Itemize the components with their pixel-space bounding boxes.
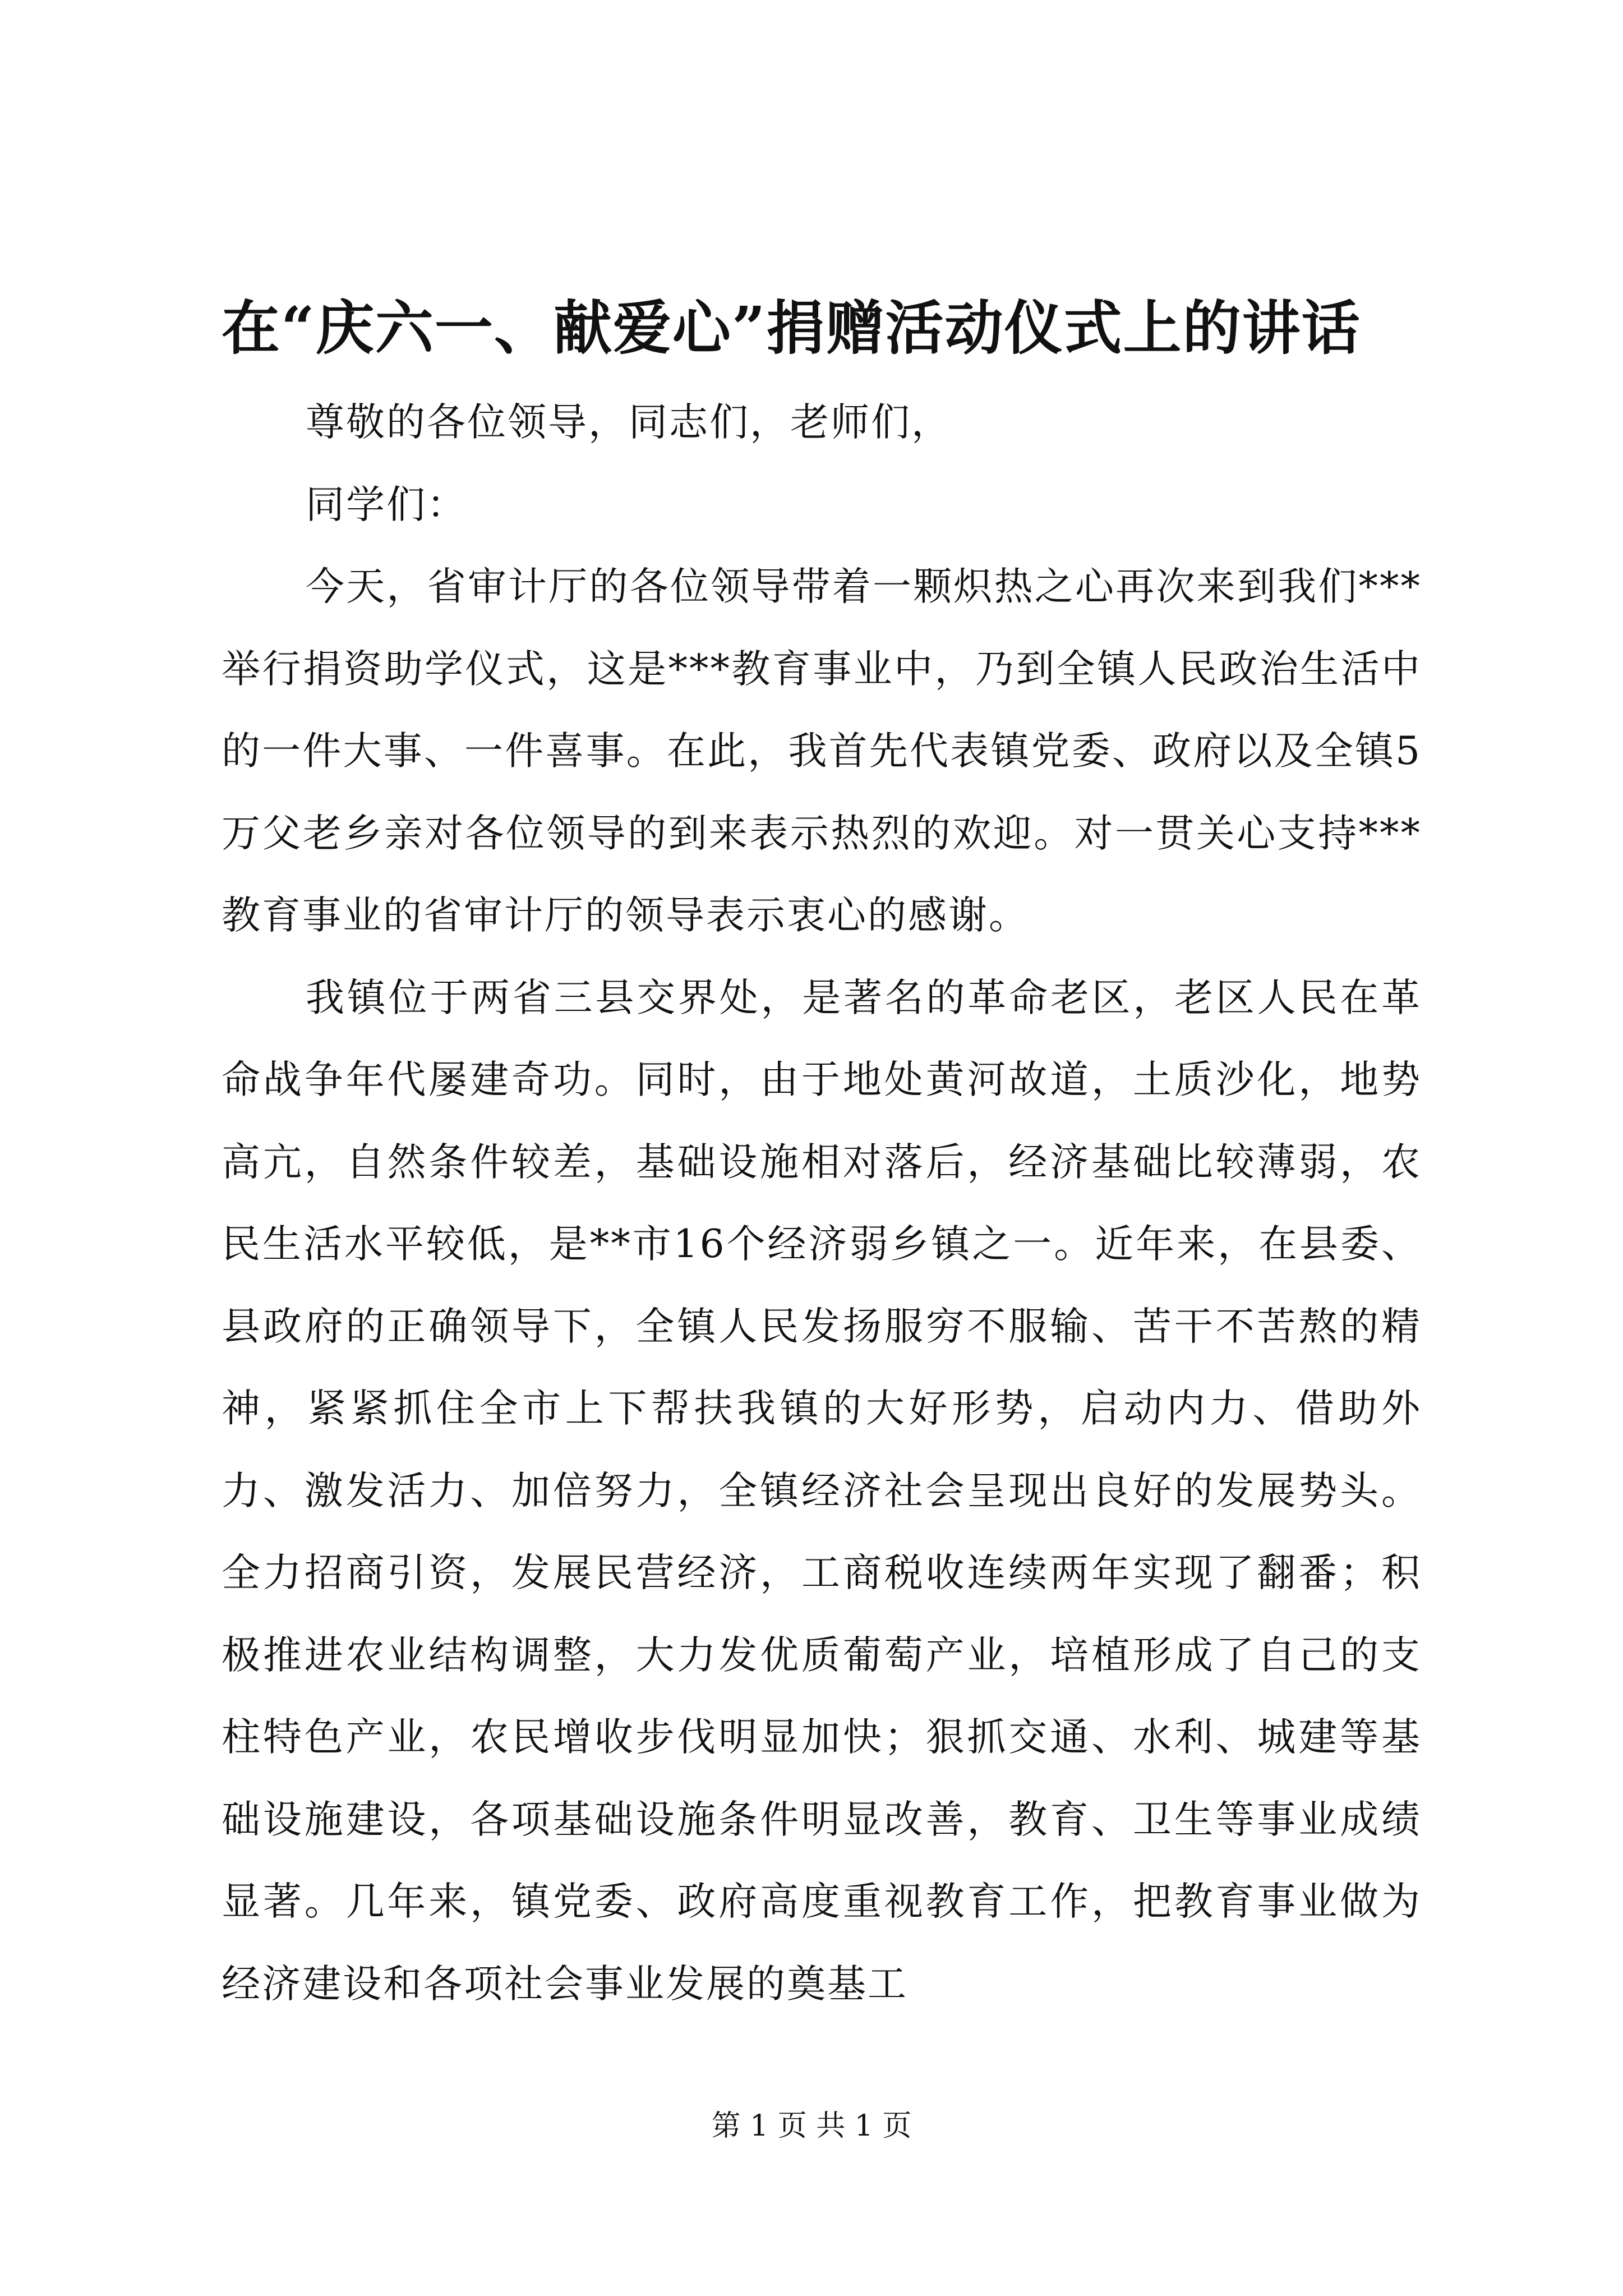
greeting-line: 同学们： [306, 482, 467, 527]
body-paragraph: 我镇位于两省三县交界处，是著名的革命老区，老区人民在革命战争年代屡建奇功。同时，由于地处黄河故道，土质沙化，地势高亢，自然条件较差，基础设施相对落后，经济基础比较薄弱，农民生活水平较低，是**市16个经济弱乡镇之一。近年来，在县委、县政府的正确领导下，全镇人民发扬服穷不服输、苦干不苦熬的精神，紧紧抓住全市上下帮扶我镇的大好形势，启动内力、借助外力、激发活力、加倍努力，全镇经济社会呈现出良好的发展势头。全力招商引资，发展民营经济，工商税收连续两年实现了翻番；积极推进农业结构调整，大力发优质葡萄产业，培植形成了自己的支柱特色产业，农民增收步伐明显加快；狠抓交通、水利、城建等基础设施建设，各项基础设施条件明显改善，教育、卫生等事业成绩显著。几年来，镇党委、政府高度重视教育工作，把教育事业做为经济建设和各项社会事业发展的奠基工 [222, 975, 1422, 2007]
page-title: 在“庆六一、献爱心”捐赠活动仪式上的讲话 [222, 293, 1361, 362]
greeting-line: 尊敬的各位领导，同志们，老师们， [306, 400, 952, 445]
page-number-footer: 第 1 页 共 1 页 [711, 2109, 912, 2143]
document-body [222, 381, 1422, 2025]
body-paragraph: 今天，省审计厅的各位领导带着一颗炽热之心再次来到我们***举行捐资助学仪式，这是***教育事业中，乃到全镇人民政治生活中的一件大事、一件喜事。在此，我首先代表镇党委、政府以及全镇5万父老乡亲对各位领导的到来表示热烈的欢迎。对一贯关心支持***教育事业的省审计厅的领导表示衷心的感谢。 [222, 564, 1422, 938]
